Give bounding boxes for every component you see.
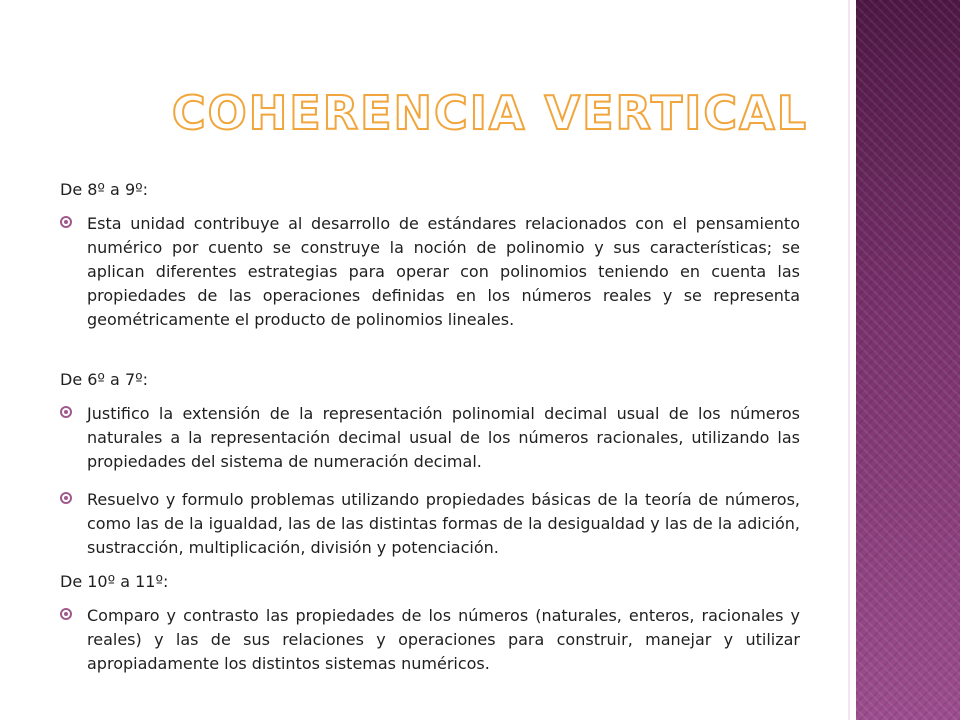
bullet-circle-icon [60,406,72,418]
bullet-text: Justifico la extensión de la representación polinomial decimal usual de los números naturales a la representación decimal usual de los números racionales, utilizando las propiedades del sistema de numeración decimal. [87,404,800,471]
slide-title: COHERENCIA VERTICAL [171,86,809,140]
bullet-text: Resuelvo y formulo problemas utilizando propiedades básicas de la teoría de números, como las de la igualdad, las de las distintas formas de la desigualdad y las de la adición, sustracción, multiplicación, división y potenciación. [87,490,800,557]
bullet-text: Comparo y contrasto las propiedades de los números (naturales, enteros, racionales y reales) y las de sus relaciones y operaciones para construir, manejar y utilizar apropiadamente los distintos sistemas numéricos. [87,606,800,673]
bullet-circle-icon [60,492,72,504]
decorative-side-band [856,0,960,720]
bullet-circle-icon [60,608,72,620]
bullet-item [60,402,800,474]
bullet-item [60,212,800,332]
bullet-text: Esta unidad contribuye al desarrollo de estándares relacionados con el pensamiento numérico por cuento se construye la noción de polinomio y sus características; se aplican diferentes estrategias para operar con polinomios teniendo en cuenta las propiedades de las operaciones definidas en los números reales y se representa geométricamente el producto de polinomios lineales. [87,214,800,329]
slide-content [60,178,800,676]
section-heading: De 8º a 9º: [60,180,149,199]
side-divider-line [848,0,850,720]
bullet-circle-icon [60,216,72,228]
section-heading: De 10º a 11º: [60,572,169,591]
bullet-item [60,488,800,560]
section-heading: De 6º a 7º: [60,370,149,389]
bullet-item [60,604,800,676]
